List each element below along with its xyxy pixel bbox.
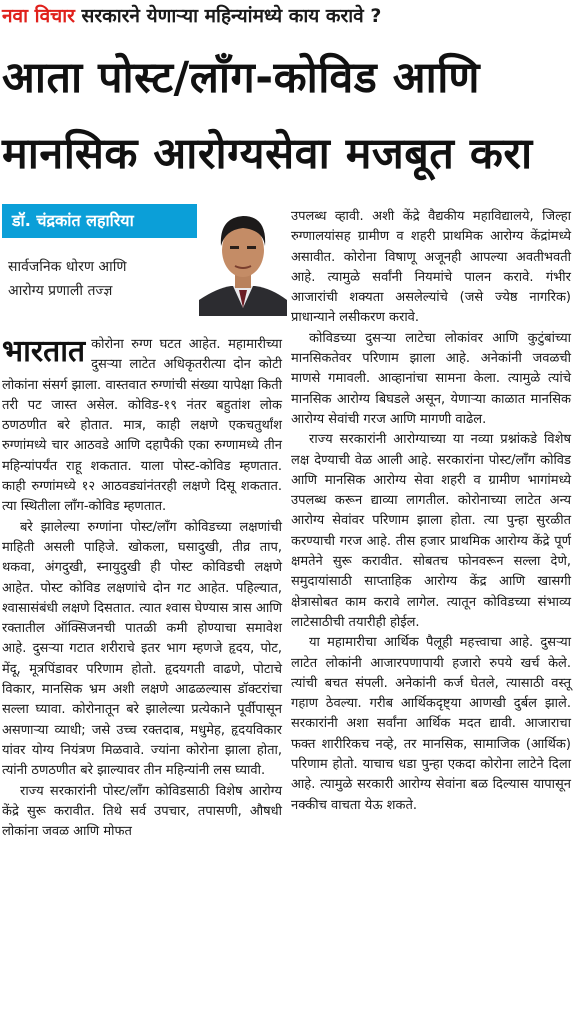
paragraph-text: कोरोना रुग्ण घटत आहेत. महामारीच्या दुसऱ्या लाटेत अधिकृतरीत्या दोन कोटी लोकांना संसर्ग झाला. वास्तवात रुग्णांची संख्या यापेक्षा किती तरी पट जास्त असेल. कोविड-१९ नंतर बहुतांश लोक ठणठणीत बरे होतात. मात्र, काही लक्षणे एकचतुर्थांश रुग्णांमध्ये चार आठवडे आणि दहापैकी एका रुग्णामध्ये तीन महिन्यांपर्यंत राहू शकतात. याला पोस्ट-कोविड म्हणतात. काही रुग्णांमध्ये १२ आठवड्यांनंतरही लक्षणे दिसू शकतात. त्या स्थितीला लाँग-कोविड म्हणतात. bbox=[2, 337, 282, 515]
column-brand: नवा विचार bbox=[2, 5, 75, 27]
article-column-right bbox=[291, 207, 571, 816]
author-name-bar: डॉ. चंद्रकांत लहारिया bbox=[2, 204, 197, 238]
kicker-question: सरकारने येणाऱ्या महिन्यांमध्ये काय करावे ? bbox=[81, 5, 382, 27]
article-paragraph: या महामारीचा आर्थिक पैलूही महत्त्वाचा आहे. दुसऱ्या लाटेत लोकांनी आजारपणापायी हजारो रुपये खर्च केले. त्यांची बचत संपली. अनेकांनी कर्ज घेतले, त्यासाठी वस्तू गहाण ठेवल्या. गरीब आर्थिकदृष्ट्या आणखी दुर्बल झाले. सरकारांनी अशा सर्वांना आर्थिक मदत द्यावी. आजाराचा फक्त शारीरिकच नव्हे, तर मानसिक, सामाजिक (आर्थिक) परिणाम होतो. याचाच धडा पुन्हा एकदा कोरोना लाटेने दिला आहे. त्यामुळे सरकारी आरोग्य सेवांना बळ दिल्यास यापासून नक्कीच वाचता येऊ शकते. bbox=[291, 635, 571, 813]
author-role bbox=[8, 255, 193, 303]
article-paragraph: राज्य सरकारांनी पोस्ट/लाँग कोविडसाठी विशेष आरोग्य केंद्रे सुरू करावीत. तिथे सर्व उपचार, तपासणी, औषधी लोकांना जवळ आणि मोफत bbox=[2, 783, 282, 840]
headline-line-2: मानसिक आरोग्यसेवा मजबूत करा bbox=[2, 129, 533, 179]
article-column-left bbox=[2, 335, 282, 842]
article-paragraph: बरे झालेल्या रुग्णांना पोस्ट/लाँग कोविडच्या लक्षणांची माहिती असली पाहिजे. खोकला, घसादुखी, तीव्र ताप, थकवा, अंगदुखी, स्नायुदुखी ही पोस्ट कोविडची लक्षणे आहेत. पोस्ट कोविड लक्षणांचे दोन गट आहेत. पहिल्यात, श्वासासंबंधी लक्षणे दिसतात. त्यात श्वास घेण्यास त्रास आणि रक्तातील ऑक्सिजनची पातळी कमी होण्याचा समावेश आहे. दुसऱ्या गटात शरीराचे इतर भाग म्हणजे हृदय, पोट, मेंदू, मूत्रपिंडावर परिणाम होतो. हृदयगती वाढणे, पोटाचे विकार, मानसिक भ्रम अशी लक्षणे आढळल्यास डॉक्टरांचा सल्ला घ्यावा. कोरोनातून बरे झालेल्या प्रत्येकाने पूर्वीपासून असणाऱ्या व्याधी; जसे उच्च रक्तदाब, मधुमेह, हृदयविकार यांवर योग्य नियंत्रण मिळवावे. ज्यांना कोरोना झाला होता, त्यांनी ठणठणीत बरे झाल्यावर तीन महिन्यांनी लस घ्यावी. bbox=[2, 519, 282, 779]
kicker-line bbox=[2, 2, 572, 42]
article-paragraph: उपलब्ध व्हावी. अशी केंद्रे वैद्यकीय महाविद्यालये, जिल्हा रुग्णालयांसह ग्रामीण व शहरी प्राथमिक आरोग्य केंद्रांमध्ये असावीत. कोरोना विषाणू अजूनही आपल्या अवतीभवती आहे. त्यामुळे सर्वांनी नियमांचे पालन करावे. गंभीर आजारांची शक्यता असलेल्यांचे (जसे ज्येष्ठ नागरिक) प्राधान्याने लसीकरण करावे. bbox=[291, 209, 571, 326]
dropcap-word: भारतात bbox=[2, 334, 86, 369]
headline-line-1: आता पोस्ट/लाँग-कोविड आणि bbox=[2, 53, 480, 103]
author-role-line-1: सार्वजनिक धोरण आणि bbox=[8, 259, 127, 275]
author-portrait-image bbox=[199, 204, 287, 316]
article-paragraph bbox=[2, 335, 282, 518]
article-paragraph: कोविडच्या दुसऱ्या लाटेचा लोकांवर आणि कुटुंबांच्या मानसिकतेवर परिणाम झाला आहे. अनेकांनी जवळची माणसे गमावली. आव्हानांचा सामना केला. त्यामुळे त्यांचे मानसिक आरोग्य बिघडले असून, येणाऱ्या काळात मानसिक आरोग्य सेवांची गरज आणि मागणी वाढेल. bbox=[291, 330, 571, 427]
author-role-line-2: आरोग्य प्रणाली तज्ज्ञ bbox=[8, 283, 113, 299]
article-paragraph: राज्य सरकारांनी आरोग्याच्या या नव्या प्रश्नांकडे विशेष लक्ष देण्याची वेळ आली आहे. सरकारांना पोस्ट/लाँग कोविड आणि मानसिक आरोग्य सेवा शहरी व ग्रामीण भागांमध्ये उपलब्ध करून द्याव्या लागतील. कोरोनाच्या लाटेत अन्य आरोग्य सेवांवर परिणाम झाला होता. त्या पुन्हा सुरळीत करण्याची गरज आहे. तीस हजार प्राथमिक आरोग्य केंद्रे पूर्ण क्षमतेने सुरू करावीत. सोबतच फोनवरून सल्ला देणे, समुदायांसाठी साप्ताहिक आरोग्य केंद्र आणि खासगी क्षेत्रासोबत काम करावे लागेल. त्यातून कोविडच्या संभाव्य लाटेसाठीची तयारीही होईल. bbox=[291, 432, 571, 630]
author-photo bbox=[199, 204, 287, 316]
